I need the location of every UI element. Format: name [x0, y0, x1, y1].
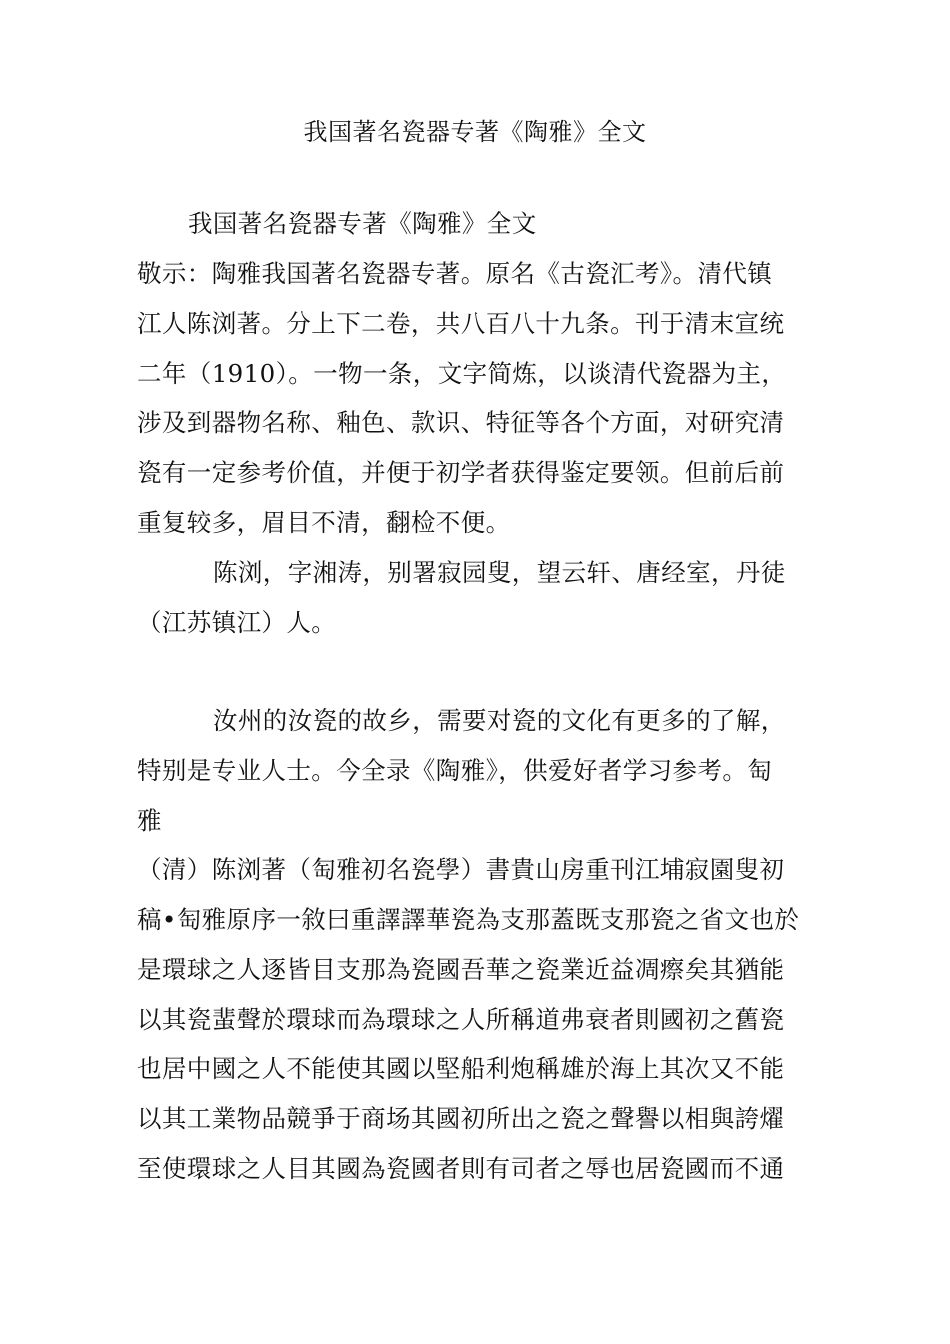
text-line: 稿•匋雅原序一敘曰重譯譯華瓷為支那蓋既支那瓷之省文也於 [137, 905, 800, 934]
intro-line: 涉及到器物名称、釉色、款识、特征等各个方面，对研究清 [137, 408, 785, 437]
text-line: 以其工業物品競爭于商场其國初所出之瓷之聲譽以相與誇燿 [137, 1104, 785, 1133]
text-line: 至使環球之人目其國為瓷國者則有司者之辱也居瓷國而不通 [137, 1154, 785, 1183]
text-line: 以其瓷蜚聲於環球而為環球之人所稱道弗衰者則國初之舊瓷 [137, 1005, 785, 1034]
text-line: 也居中國之人不能使其國以堅船利炮稱雄於海上其次又不能 [137, 1054, 785, 1083]
text-line: （清）陈浏著（匋雅初名瓷學）書貴山房重刊江埔寂園叟初 [137, 855, 785, 884]
ruzhou-line: 雅 [137, 806, 162, 835]
intro-line: 江人陈浏著。分上下二卷，共八百八十九条。刊于清末宣统 [137, 309, 785, 338]
intro-line: 重复较多，眉目不清，翻检不便。 [137, 508, 511, 537]
intro-line: 敬示：陶雅我国著名瓷器专著。原名《古瓷汇考》。清代镇 [137, 259, 773, 288]
ruzhou-line: 特别是专业人士。今全录《陶雅》，供爱好者学习参考。匋 [137, 756, 773, 785]
author-line: （江苏镇江）人。 [137, 608, 337, 637]
text-line: 是環球之人逐皆目支那為瓷國吾華之瓷業近益凋瘵矣其猶能 [137, 955, 785, 984]
author-line: 陈浏，字湘涛，别署寂园叟，望云轩、唐经室，丹徒 [213, 558, 786, 587]
subtitle: 我国著名瓷器专著《陶雅》全文 [188, 209, 537, 238]
intro-line: 二年（1910）。一物一条，文字简炼，以谈清代瓷器为主， [137, 359, 787, 388]
ruzhou-line: 汝州的汝瓷的故乡，需要对瓷的文化有更多的了解， [213, 706, 786, 735]
intro-line: 瓷有一定参考价值，并便于初学者获得鉴定要领。但前后前 [137, 458, 785, 487]
page-title: 我国著名瓷器专著《陶雅》全文 [303, 118, 647, 146]
